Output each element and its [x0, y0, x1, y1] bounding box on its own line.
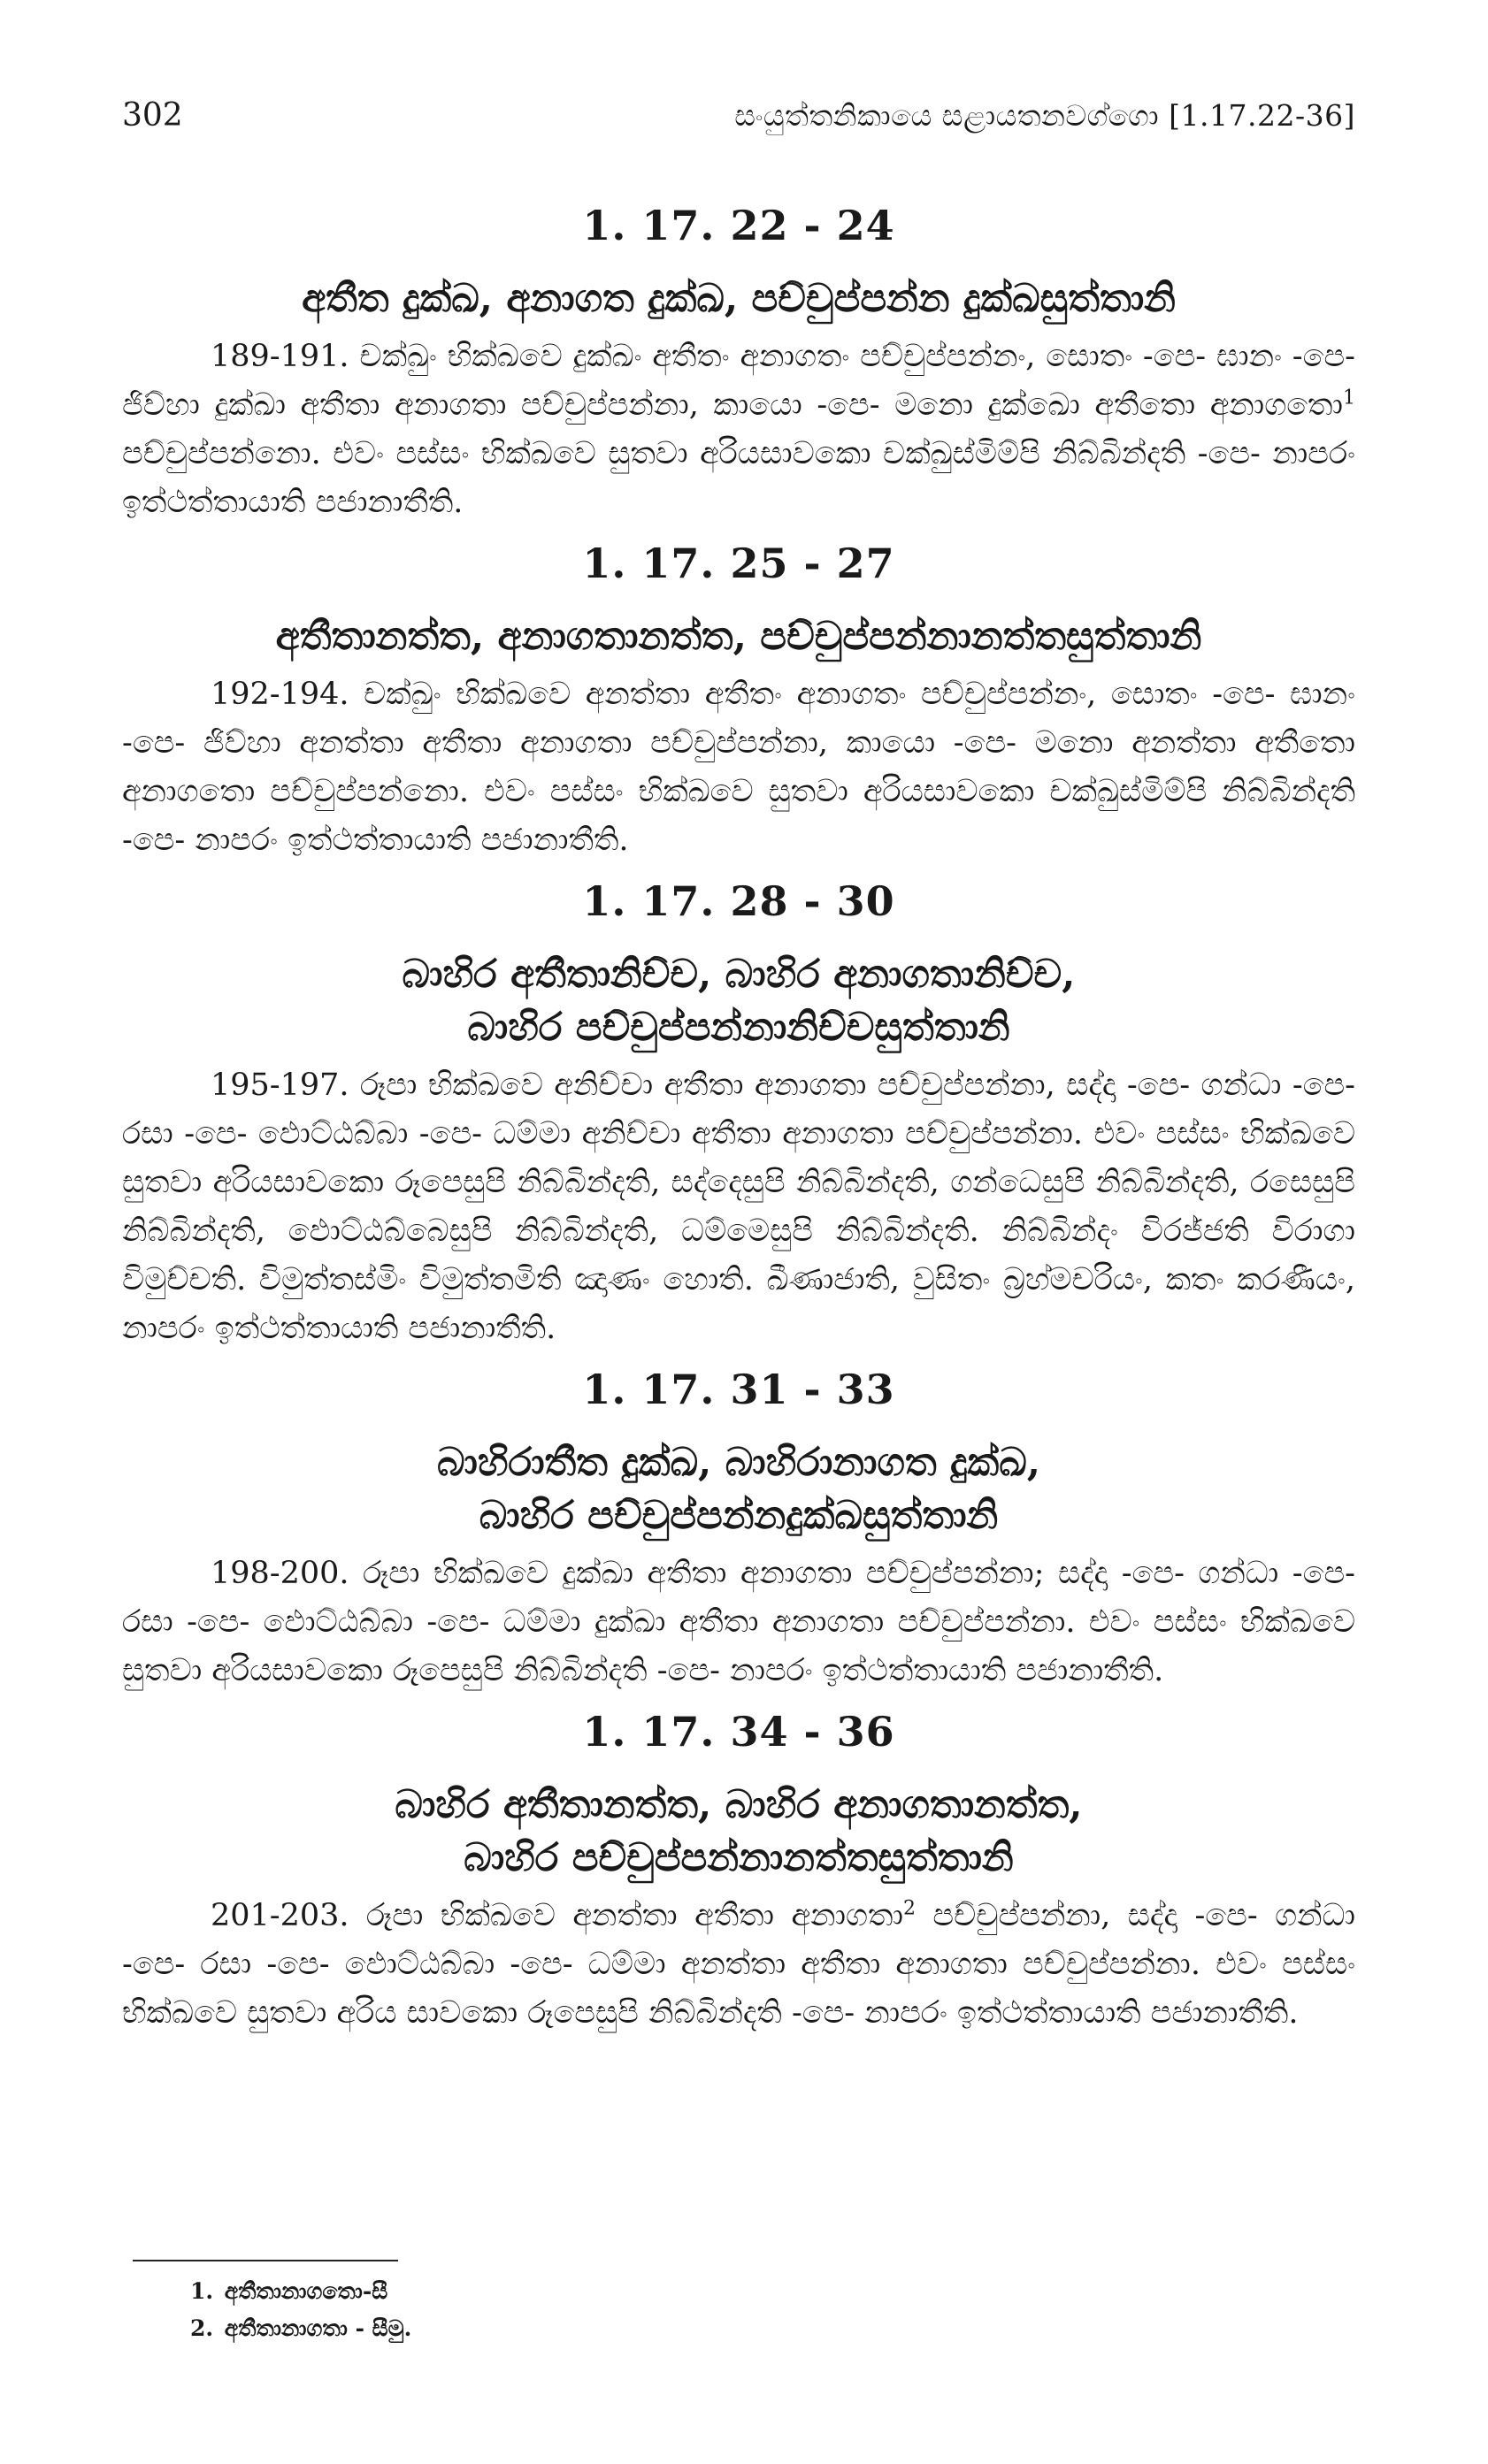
footnote-item: 1. අතීතානාගතො-සී: [190, 2278, 388, 2304]
section-title: අතීත දුක්ඛ, අනාගත දුක්ඛ, පච්චුප්පන්න දුක්ඛසුත්තානි: [302, 276, 1176, 321]
paragraph: 198-200. රූපා භික්ඛවෙ දුක්ඛා අතීතා අනාගතා පච්චුප්පන්නා; සද්දා -පෙ- ගන්ධා -පෙ- රසා -පෙ- ඵොට්ඨබ්බා -පෙ- ධම්මා දුක්ඛා අතීතා අනාගතා පච්චුප්පන්නා. එවං පස්සං භික්ඛවෙ සුතවා අරියසාවකො රූපෙසුපි නිබ්බින්දති -පෙ- නාපරං ඉත්ථත්තායාති පජානාතීති.: [122, 1556, 1355, 1688]
paragraph-number: 189-191.: [211, 339, 349, 374]
running-header: [122, 97, 1355, 154]
paragraph-number: 198-200.: [211, 1556, 349, 1591]
footnote-divider: [133, 2260, 398, 2261]
paragraph-number: 195-197.: [211, 1067, 349, 1103]
paragraph-number: 201-203.: [211, 1898, 349, 1933]
section-number: 1. 17. 25 - 27: [582, 539, 895, 587]
footnote-marker: 1: [1343, 386, 1355, 409]
page-number: 302: [122, 97, 183, 134]
footnotes: [190, 2273, 411, 2347]
section-title: බාහිර අතීතානිච්ච, බාහිර අනාගතානිච්ච, බාහිර පච්චුප්පන්නානිච්චසුත්තානි: [402, 952, 1076, 1050]
paragraph: 201-203. රූපා භික්ඛවෙ අනත්තා අතීතා අනාගතා$^2$ පච්චුප්පන්නා, සද්දා -පෙ- ගන්ධා -පෙ- රසා -පෙ- ඵොට්ඨබ්බා -පෙ- ධම්මා අනත්තා අතීතා අනාගතා පච්චුප්පන්නා. එවං පස්සං භික්ඛවෙ සුතවා අරිය සාවකො රූපෙසුපි නිබ්බින්දති -පෙ- නාපරං ඉත්ථත්තායාති පජානාතීති.: [122, 1897, 1355, 2031]
section-title: අතීතානත්ත, අනාගතානත්ත, පච්චුප්පන්නානත්තසුත්තානි: [275, 614, 1202, 659]
section-number: 1. 17. 28 - 30: [582, 877, 895, 925]
section-number: 1. 17. 22 - 24: [582, 202, 895, 249]
section-number: 1. 17. 34 - 36: [582, 1708, 895, 1756]
running-title: සංයුත්තනිකායෙ සළායතනවග්ගො: [734, 98, 1160, 133]
section-title: බාහිර අතීතානත්ත, බාහිර අනාගතානත්ත, බාහිර පච්චුප්පන්නානත්තසුත්තානි: [395, 1782, 1083, 1880]
paragraph: 195-197. රූපා භික්ඛවෙ අනිච්චා අතීතා අනාගතා පච්චුප්පන්නා, සද්දා -පෙ- ගන්ධා -පෙ- රසා -පෙ- ඵොට්ඨබ්බා -පෙ- ධම්මා අනිච්චා අතීතා අනාගතා පච්චුප්පන්නා. එවං පස්සං භික්ඛවෙ සුතවා අරියසාවකො රූපෙසුපි නිබ්බින්දති, සද්දෙසුපි නිබ්බින්දති, ගන්ධෙසුපි නිබ්බින්දති, රසෙසුපි නිබ්බින්දති, ඵොට්ඨබ්බෙසුපි නිබ්බින්දති, ධම්මෙසුපි නිබ්බින්දති. නිබ්බින්දං විරජ්ජති විරාගා විමුච්චති. විමුත්තස්මිං විමුත්තමිති ඤාණං හොති. ඛීණාජාති, වුසිතං බ්‍රහ්මචරියං, කතං කරණීයං, නාපරං ඉත්ථත්තායාති පජානාතීති.: [122, 1067, 1355, 1346]
paragraph: 189-191. චක්ඛුං භික්ඛවෙ දුක්ඛං අතීතං අනාගතං පච්චුප්පන්නං, සොතං -පෙ- ඝානං -පෙ- ජිව්හා දුක්ඛා අතීතා අනාගතා පච්චුප්පන්නා, කායො -පෙ- මනො දුක්ඛො අතීතො අනාගතො$^1$ පච්චුප්පන්නො. එවං පස්සං භික්ඛවෙ සුතවා අරියසාවකො චක්ඛුස්මිම්පි නිබ්බින්දති -පෙ- නාපරං ඉත්ථත්තායාති පජානාතීති.: [122, 339, 1355, 520]
section-reference: [1.17.22-36]: [1169, 98, 1355, 133]
section-title: බාහිරාතීත දුක්ඛ, බාහිරානාගත දුක්ඛ, බාහිර පච්චුප්පන්නදුක්ඛසුත්තානි: [436, 1440, 1041, 1538]
section-number: 1. 17. 31 - 33: [582, 1366, 895, 1413]
footnote-item: 2. අතීතානාගතා - සීමු.: [190, 2315, 412, 2341]
footnote-marker: 2: [902, 1897, 916, 1920]
paragraph-number: 192-194.: [211, 677, 349, 712]
paragraph: 192-194. චක්ඛුං භික්ඛවෙ අනත්තා අතීතං අනාගතං පච්චුප්පන්නං, සොතං -පෙ- ඝානං -පෙ- ජිව්හා අනත්තා අතීතා අනාගතා පච්චුප්පන්නා, කායො -පෙ- මනො අනත්තා අතීතො අනාගතො පච්චුප්පන්නො. එවං පස්සං භික්ඛවෙ සුතවා අරියසාවකො චක්ඛුස්මිම්පි නිබ්බින්දති -පෙ- නාපරං ඉත්ථත්තායාති පජානාතීති.: [122, 677, 1355, 858]
